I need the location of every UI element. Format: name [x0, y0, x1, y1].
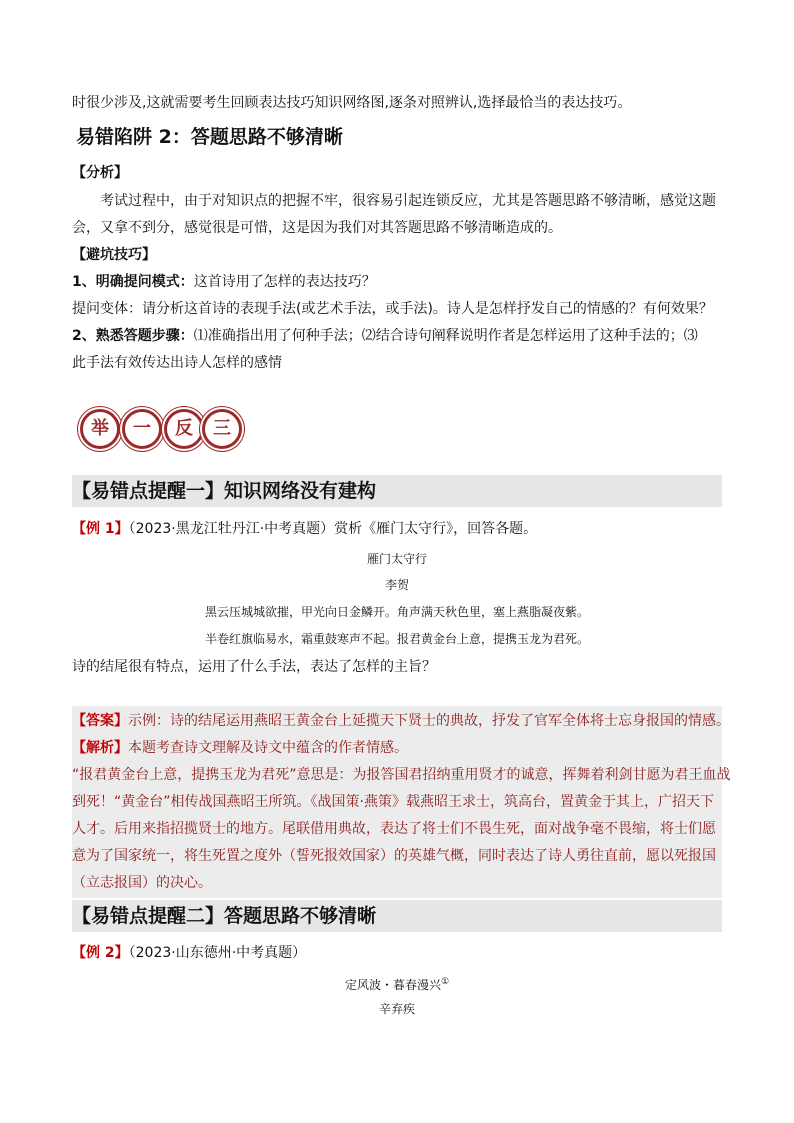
analysis-line: 意为了国家统一，将生死置之度外（誓死报效国家）的英雄气概，同时表达了诗人勇往直前，愿以死报国 [72, 848, 716, 864]
example2-row [72, 943, 306, 963]
example1-tag: 【例 1】 [72, 521, 129, 537]
banner-char-2: 一 [122, 409, 162, 449]
tip2-text: ⑴准确指出用了何种手法；⑵结合诗句阐释说明作者是怎样运用了这种手法的；⑶ [193, 328, 698, 344]
banner-char-3: 反 [164, 409, 204, 449]
intro-line: 时很少涉及,这就需要考生回顾表达技巧知识网络图,逐条对照辨认,选择最恰当的表达技巧。 [72, 95, 632, 111]
analysis-line-1: 考试过程中，由于对知识点的把握不牢，很容易引起连锁反应，尤其是答题思路不够清晰，感觉这题 [100, 193, 716, 209]
answer-analysis-tag: 【解析】 [72, 740, 128, 756]
banner-char-4: 三 [202, 409, 242, 449]
answer-text: 示例：诗的结尾运用燕昭王黄金台上延揽天下贤士的典故，抒发了官军全体将士忘身报国的情感。 [128, 713, 730, 729]
poem2-title-row [0, 973, 794, 994]
tip1-label: 1、明确提问模式： [72, 274, 194, 290]
answer-row [72, 711, 730, 731]
tip1-text: 这首诗用了怎样的表达技巧？ [193, 274, 376, 290]
tip2-continuation: 此手法有效传达出诗人怎样的感情 [72, 355, 282, 371]
trap2-heading: 易错陷阱 2：答题思路不够清晰 [76, 126, 343, 148]
example2-tag: 【例 2】 [72, 945, 129, 961]
tip1-variant: 提问变体：请分析这首诗的表现手法(或艺术手法，或手法)。诗人是怎样抒发自己的情感的？有何效果？ [72, 301, 713, 317]
tip2-label: 2、熟悉答题步骤： [72, 328, 194, 344]
answer-analysis-text: 本题考查诗文理解及诗文中蕴含的作者情感。 [128, 740, 408, 756]
answer-tag: 【答案】 [72, 713, 128, 729]
poem1-author: 李贺 [384, 578, 409, 592]
analysis-line: 到死！“黄金台”相传战国燕昭王所筑。《战国策·燕策》载燕昭王求士，筑高台，置黄金于其上，广招天下 [72, 794, 714, 810]
banner-ju-yi-fan-san [76, 405, 238, 453]
poem1-title: 雁门太守行 [366, 552, 427, 566]
poem2-author: 辛弃疾 [378, 1002, 415, 1016]
tip1-row [72, 272, 376, 292]
example1-source: （2023·黑龙江牡丹江·中考真题）赏析《雁门太守行》，回答各题。 [128, 521, 538, 537]
analysis-tag: 【分析】 [72, 165, 128, 181]
tip2-row [72, 326, 698, 346]
poem2-title: 定风波・暮春漫兴 [344, 978, 441, 992]
analysis-line: （立志报国）的决心。 [72, 875, 212, 891]
analysis-row [72, 738, 408, 758]
example1-question: 诗的结尾很有特点，运用了什么手法，表达了怎样的主旨？ [72, 659, 436, 675]
example1-row [72, 519, 537, 539]
poem1-line-2: 半卷红旗临易水，霜重鼓寒声不起。报君黄金台上意，提携玉龙为君死。 [204, 632, 589, 646]
poem2-note-mark: ① [440, 977, 450, 987]
analysis-line: “报君黄金台上意，提携玉龙为君死”意思是：为报答国君招纳重用贤才的诚意，挥舞着利剑甘愿为君王血战 [72, 767, 731, 783]
analysis-line: 人才。后用来指招揽贤士的地方。尾联借用典故，表达了将士们不畏生死，面对战争毫不畏缩，将士们愿 [72, 821, 716, 837]
example2-source: （2023·山东德州·中考真题） [128, 945, 307, 961]
section2-title: 【易错点提醒二】答题思路不够清晰 [72, 900, 722, 932]
tips-tag: 【避坑技巧】 [72, 247, 156, 263]
analysis-line-2: 会，又拿不到分，感觉很是可惜，这是因为我们对其答题思路不够清晰造成的。 [72, 220, 562, 236]
poem1-line-1: 黑云压城城欲摧，甲光向日金鳞开。角声满天秋色里，塞上燕脂凝夜紫。 [204, 605, 589, 619]
banner-char-1: 举 [80, 409, 120, 449]
section1-title: 【易错点提醒一】知识网络没有建构 [72, 475, 722, 507]
